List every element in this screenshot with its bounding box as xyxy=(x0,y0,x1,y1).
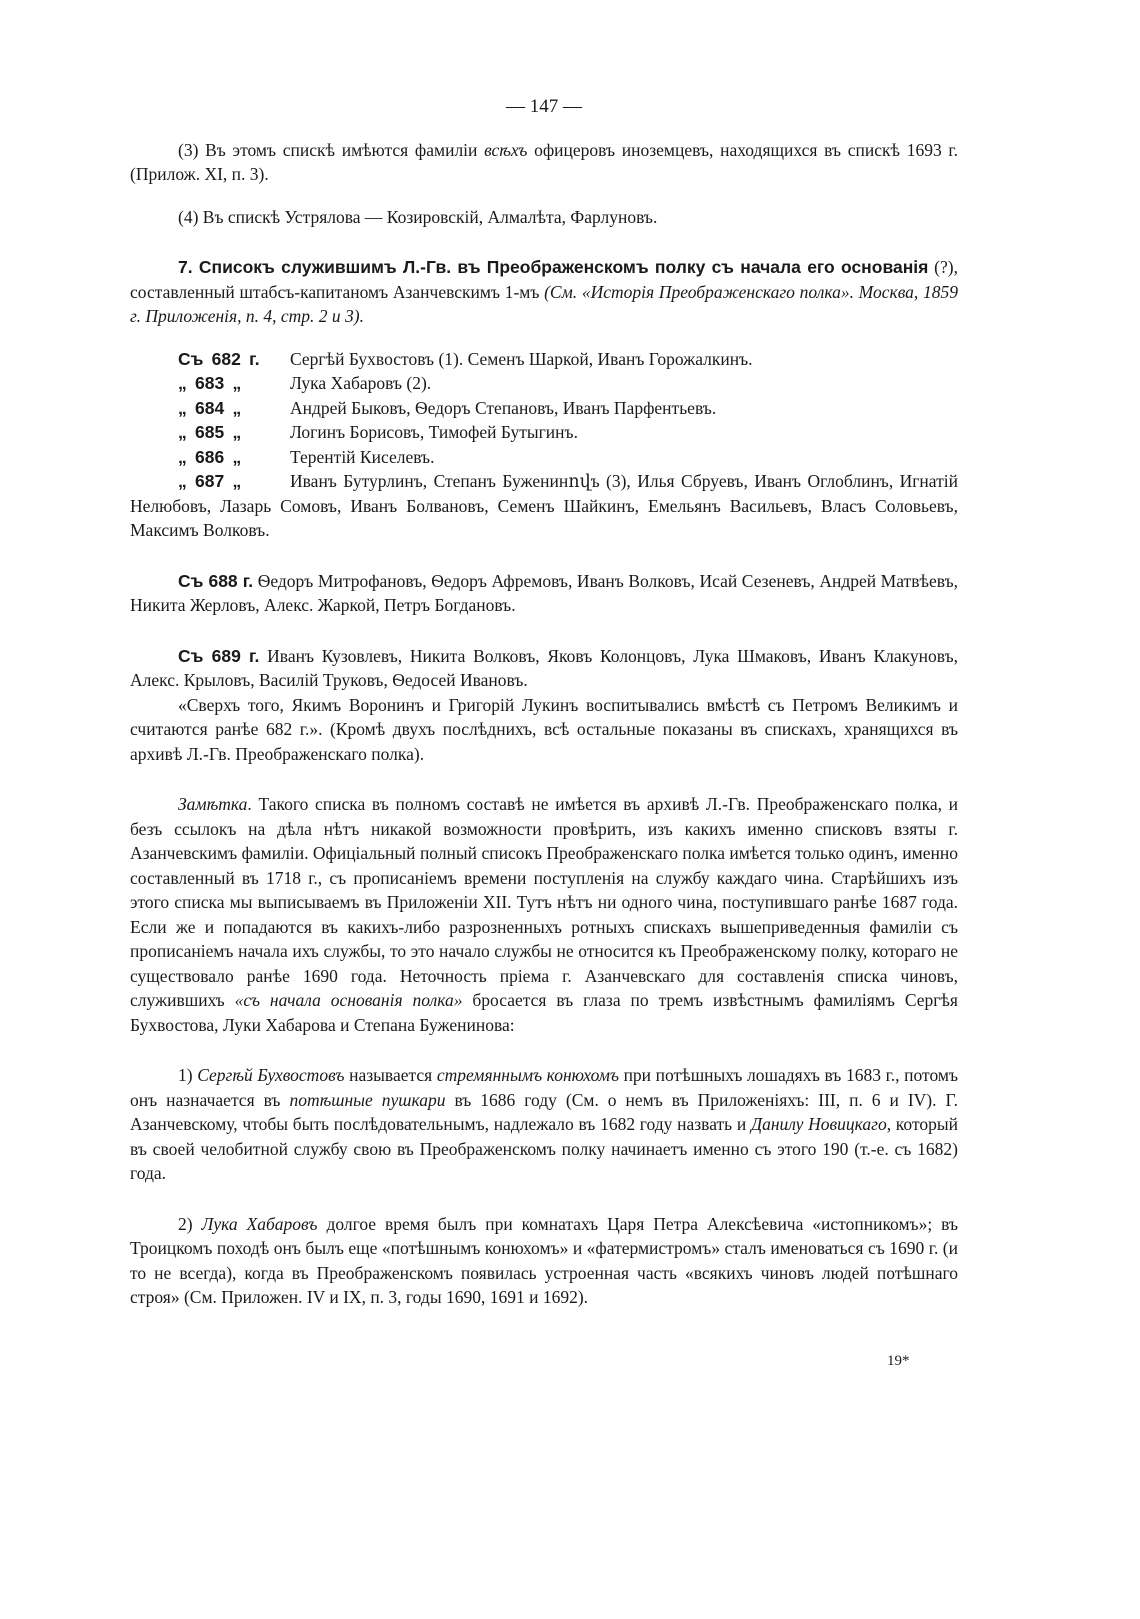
year-prefix: „ xyxy=(178,373,187,393)
year-names: Сергѣй Бухвостовъ (1). Семенъ Шаркой, Иванъ Горожалкинъ. xyxy=(290,348,753,369)
year-label xyxy=(130,469,290,494)
text-run: Ѳедоръ Митрофановъ, Ѳедоръ Афремовъ, Иванъ Волковъ, Исай Сезеневъ, Андрей Матвѣевъ, Никита Жерловъ, Алекс. Жаркой, Петръ Богдановъ. xyxy=(130,570,958,615)
year-number: 684 xyxy=(195,397,225,418)
year-names: Иванъ Бутурлинъ, Степанъ Буженинովъ (3), Илья Сбруевъ, Иванъ Оглоблинъ, Игнатій Нелюбовъ, Лазарь Сомовъ, Иванъ Болвановъ, Семенъ Шайкинъ, Емельянъ Васильевъ, Власъ Соловьевъ, Максимъ Волковъ. xyxy=(130,471,958,540)
year-suffix: „ xyxy=(232,422,242,442)
year-entry xyxy=(130,371,958,396)
text-run: долгое время былъ при комнатахъ Царя Петра Алексѣевича «истопникомъ»; въ Троицкомъ походѣ онъ былъ еще «потѣшнымъ конюхомъ» и «фатермистромъ» сталъ именоваться съ 1690 г. (и то не всегда), когда въ Преображенскомъ появилась устроенная часть «всякихъ чиновъ людей потѣшнаго строя» (См. Приложен. IV и IX, п. 3, годы 1690, 1691 и 1692). xyxy=(130,1213,959,1307)
italic-text: Сергѣй Бухвостовъ xyxy=(197,1065,345,1085)
paragraph xyxy=(130,569,958,618)
year-number: 683 xyxy=(195,373,225,393)
year-label xyxy=(130,371,290,396)
year-prefix: „ xyxy=(178,397,187,418)
italic-text: Данилу Новицкаго, xyxy=(750,1114,892,1134)
year-suffix: „ xyxy=(232,446,242,467)
bold-text: 7. Списокъ служившимъ Л.-Гв. въ Преображенскомъ полку съ начала его основанія xyxy=(178,257,929,277)
year-number: 687 xyxy=(195,471,225,491)
year-entry xyxy=(130,396,958,421)
year-entry xyxy=(130,420,958,445)
paragraph xyxy=(130,255,958,329)
year-entry xyxy=(130,445,958,470)
year-label xyxy=(130,347,290,372)
paragraph xyxy=(130,1212,958,1310)
italic-text: потѣшные пушкари xyxy=(289,1089,446,1110)
text-run: Иванъ Кузовлевъ, Никита Волковъ, Яковъ Колонцовъ, Лука Шмаковъ, Иванъ Клакуновъ, Алекс. Крыловъ, Василій Труковъ, Ѳедосей Ивановъ. xyxy=(130,645,958,690)
year-list xyxy=(130,347,958,543)
text-run: 2) xyxy=(178,1213,202,1234)
year-names: Лука Хабаровъ (2). xyxy=(290,373,432,393)
year-number: 685 xyxy=(195,422,225,442)
page-number: — 147 — xyxy=(506,96,582,117)
year-suffix: г. xyxy=(249,348,260,369)
year-names: Терентій Киселевъ. xyxy=(290,446,435,467)
italic-text: всѣхъ xyxy=(484,139,528,160)
signature-mark: 19* xyxy=(887,1353,910,1369)
text-run: (?), составленный штабсъ-капитаномъ Азанчевскимъ 1-мъ xyxy=(130,257,958,302)
year-suffix: „ xyxy=(232,471,242,491)
year-suffix: „ xyxy=(232,373,242,393)
text-run: который въ своей челобитной службу свою въ Преображенскомъ полку начинаетъ именно съ этого 190 (т.-е. съ 1682) года. xyxy=(130,1114,958,1183)
text-run: . Такого списка въ полномъ составѣ не имѣется въ архивѣ Л.-Гв. Преображенскаго полка, и безъ ссылокъ на дѣла нѣтъ никакой возможности провѣрить, изъ какихъ именно списковъ взяты г. Азанчевскимъ фамиліи. Офиціальный полный списокъ Преображенскаго полка имѣется только одинъ, именно составленный въ 1718 г., съ прописаніемъ времени поступленія на службу каждаго чина. Старѣйшихъ изъ этого списка мы выписываемъ въ Приложеніи XII. Тутъ нѣтъ ни одного чина, поступившаго ранѣе 1687 года. Если же и попадаются въ какихъ-либо разрозненныхъ ротныхъ спискахъ вышеприведенныя фамиліи съ прописаніемъ начала ихъ службы, то это начало службы не относится къ Преображенскому полку, котораго не существовало ранѣе 1690 года. Неточность пріема г. Азанчевскаго для составленія списка чиновъ, служившихъ xyxy=(130,794,958,1010)
text-run: въ 1686 году (См. о немъ въ Приложеніяхъ: III, п. 6 и IV). Г. Азанчевскому, чтобы быть послѣдовательнымъ, надлежало въ 1682 году назвать и xyxy=(130,1089,958,1134)
text-run: бросается въ глаза по тремъ извѣстнымъ фамиліямъ Сергѣя Бухвостова, Луки Хабарова и Степана Буженинова: xyxy=(130,990,958,1035)
text-run: (4) Въ спискѣ Устрялова — Козировскій, Алмалѣта, Фарлуновъ. xyxy=(178,206,658,227)
year-prefix: Съ xyxy=(178,348,204,369)
year-suffix: „ xyxy=(232,397,242,418)
text-run: 1) xyxy=(178,1065,198,1085)
body-top xyxy=(130,138,958,329)
document-page xyxy=(130,95,958,1310)
italic-text: (См. «Исторія Преображенскаго полка». Москва, 1859 г. Приложенія, п. 4, стр. 2 и 3). xyxy=(130,281,958,326)
year-number: 682 xyxy=(211,348,241,369)
paragraph xyxy=(130,644,958,693)
year-names: Андрей Быковъ, Ѳедоръ Степановъ, Иванъ Парфентьевъ. xyxy=(290,397,717,418)
text-run: «Сверхъ того, Якимъ Воронинъ и Григорій Лукинъ воспитывались вмѣстѣ съ Петромъ Великимъ и считаются ранѣе 682 г.». (Кромѣ двухъ послѣднихъ, всѣ остальные показаны въ спискахъ, хранящихся въ архивѣ Л.-Гв. Преображенскаго полка). xyxy=(130,694,958,764)
paragraph xyxy=(130,792,958,1037)
text-run: офицеровъ иноземцевъ, находящихся въ спискѣ 1693 г. (Прилож. XI, п. 3). xyxy=(130,139,958,184)
year-label xyxy=(130,445,290,470)
year-label xyxy=(130,420,290,445)
year-entry xyxy=(130,347,958,372)
bold-text: Съ 689 г. xyxy=(178,645,260,666)
year-prefix: „ xyxy=(178,471,187,491)
paragraph xyxy=(130,205,958,230)
paragraph xyxy=(130,693,958,767)
year-label xyxy=(130,396,290,421)
paragraph xyxy=(130,1063,958,1186)
italic-text: «съ начала основанія полка» xyxy=(234,990,463,1010)
year-entry xyxy=(130,469,958,543)
body-bottom xyxy=(130,569,958,1310)
year-number: 686 xyxy=(195,446,225,467)
text-run: называется xyxy=(344,1065,437,1085)
italic-text: стремяннымъ конюхомъ xyxy=(436,1065,619,1085)
paragraph xyxy=(130,138,958,187)
text-run: (3) Въ этомъ спискѣ имѣются фамиліи xyxy=(178,139,485,160)
text-run: при потѣшныхъ лошадяхъ въ 1683 г., потомъ онъ назначается въ xyxy=(130,1065,959,1110)
italic-text: Лука Хабаровъ xyxy=(201,1213,318,1234)
year-names: Логинъ Борисовъ, Тимофей Бутыгинъ. xyxy=(290,422,578,442)
bold-text: Съ 688 г. xyxy=(178,570,254,591)
italic-text: Замѣтка xyxy=(178,794,248,814)
year-prefix: „ xyxy=(178,446,187,467)
year-prefix: „ xyxy=(178,422,187,442)
